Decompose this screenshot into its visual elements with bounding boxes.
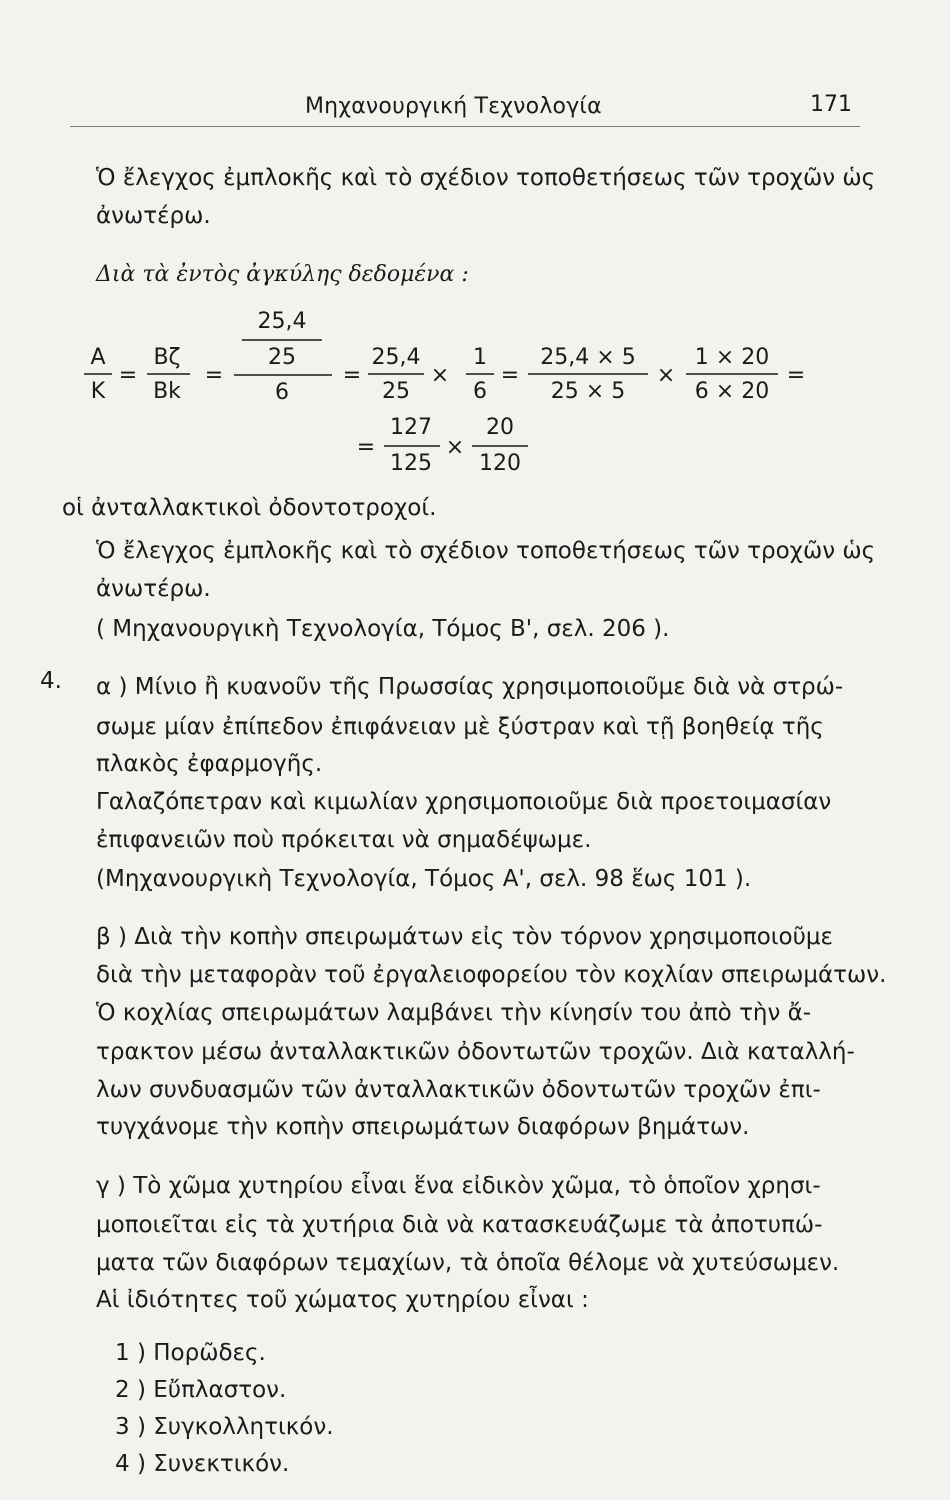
paragraph-check-1-line-1: Ὁ ἔλεγχος ἐμπλοκῆς καὶ τὸ σχέδιον τοποθετήσεως τῶν τροχῶν ὡς	[96, 165, 876, 191]
formula-r2-numerator: 20	[486, 415, 514, 440]
running-title: Μηχανουργική Τεχνολογία	[305, 94, 602, 119]
formula-times-3: ×	[445, 435, 465, 460]
given-data-label: Διὰ τὰ ἐντὸς ἀγκύλης δεδομένα :	[96, 262, 469, 287]
paragraph-check-2-line-1: Ὁ ἔλεγχος ἐμπλοκῆς καὶ τὸ σχέδιον τοποθετήσεως τῶν τροχῶν ὡς	[96, 538, 876, 564]
item-number-4: 4.	[40, 668, 62, 694]
reference-vol-b: ( Μηχανουργικὴ Τεχνολογία, Τόμος Β', σελ. 206 ).	[96, 616, 670, 642]
formula-r2-denominator: 120	[479, 451, 521, 476]
formula-f1-numerator: 25,4	[371, 345, 421, 370]
formula-equals-3: =	[342, 363, 362, 388]
property-list-item-2: 2 ) Εὔπλαστον.	[115, 1377, 287, 1403]
item4c-line-3: ματα τῶν διαφόρων τεμαχίων, τὰ ὁποῖα θέλομε νὰ χυτεύσωμεν.	[96, 1250, 840, 1276]
formula-f3-denominator: 25 × 5	[550, 379, 626, 404]
item4b-line-2: διὰ τὴν μεταφορὰν τοῦ ἐργαλειοφορείου τὸν κοχλίαν σπειρωμάτων.	[96, 962, 887, 988]
formula-Bk: Bk	[153, 379, 181, 404]
formula-times-2: ×	[656, 363, 676, 388]
reference-vol-a: (Μηχανουργικὴ Τεχνολογία, Τόμος Α', σελ. 98 ἕως 101 ).	[96, 866, 752, 892]
formula-top-numerator: 25,4	[257, 309, 307, 334]
property-list-item-3: 3 ) Συγκολλητικόν.	[115, 1414, 334, 1440]
formula-K: K	[90, 379, 106, 404]
formula-equals-6: =	[356, 435, 376, 460]
item4b-line-1: β ) Διὰ τὴν κοπὴν σπειρωμάτων εἰς τὸν τόρνον χρησιμοποιοῦμε	[96, 924, 833, 950]
formula-A: A	[90, 345, 106, 370]
item4a-line-5: ἐπιφανειῶν ποὺ πρόκειται νὰ σημαδέψωμε.	[96, 827, 592, 853]
page-number: 171	[810, 92, 852, 117]
item4c-line-2: μοποιεῖται εἰς τὰ χυτήρια διὰ νὰ κατασκευάζωμε τὰ ἀποτυπώ-	[96, 1212, 823, 1238]
property-list-item-1: 1 ) Πορῶδες.	[115, 1340, 266, 1366]
item4c-line-4: Αἱ ἰδιότητες τοῦ χώματος χυτηρίου εἶναι :	[96, 1287, 589, 1313]
item4b-line-4: τρακτον μέσω ἀνταλλακτικῶν ὀδοντωτῶν τροχῶν. Διὰ καταλλή-	[96, 1039, 855, 1065]
formula-equals-1: =	[118, 363, 138, 388]
item4a-line-4: Γαλαζόπετραν καὶ κιμωλίαν χρησιμοποιοῦμε διὰ προετοιμασίαν	[96, 789, 832, 815]
formula-f4-numerator: 1 × 20	[694, 345, 770, 370]
formula-equals-5: =	[786, 363, 806, 388]
formula-r1-numerator: 127	[390, 415, 432, 440]
formula-f3-numerator: 25,4 × 5	[540, 345, 636, 370]
item4a-line-2: σωμε μίαν ἐπίπεδον ἐπιφάνειαν μὲ ξύστραν καὶ τῇ βοηθείᾳ τῆς	[96, 714, 824, 740]
formula-f1-denominator: 25	[382, 379, 410, 404]
formula-f2-denominator: 6	[473, 379, 487, 404]
formula-f4-denominator: 6 × 20	[694, 379, 770, 404]
item4b-line-5: λων συνδυασμῶν τῶν ἀνταλλακτικῶν ὀδοντωτῶν τροχῶν ἐπι-	[96, 1077, 821, 1103]
running-header	[70, 86, 860, 127]
paragraph-check-2-line-2: ἀνωτέρω.	[96, 576, 211, 602]
formula-equals-2: =	[204, 363, 224, 388]
item4a-line-3: πλακὸς ἐφαρμογῆς.	[96, 751, 323, 777]
paragraph-check-1-line-2: ἀνωτέρω.	[96, 203, 211, 229]
formula-Bz: Bζ	[153, 345, 181, 370]
property-list-item-4: 4 ) Συνεκτικόν.	[115, 1451, 290, 1477]
item4b-line-6: τυγχάνομε τὴν κοπὴν σπειρωμάτων διαφόρων βημάτων.	[96, 1114, 750, 1140]
item4b-line-3: Ὁ κοχλίας σπειρωμάτων λαμβάνει τὴν κίνησίν του ἀπὸ τὴν ἄ-	[96, 1000, 812, 1026]
item4c-line-1: γ ) Τὸ χῶμα χυτηρίου εἶναι ἕνα εἰδικὸν χῶμα, τὸ ὁποῖον χρησι-	[96, 1173, 821, 1199]
paragraph-gears-line-1: οἱ ἀνταλλακτικοὶ ὀδοντοτροχοί.	[62, 495, 437, 521]
formula-numerator-25: 25	[268, 345, 296, 370]
formula-times-1: ×	[430, 363, 450, 388]
formula-denominator-6: 6	[275, 380, 289, 405]
formula-equals-4: =	[500, 363, 520, 388]
formula-r1-denominator: 125	[390, 451, 432, 476]
formula-f2-numerator: 1	[473, 345, 487, 370]
item4a-line-1: α ) Μίνιο ἢ κυανοῦν τῆς Πρωσσίας χρησιμοποιοῦμε διὰ νὰ στρώ-	[96, 674, 844, 700]
